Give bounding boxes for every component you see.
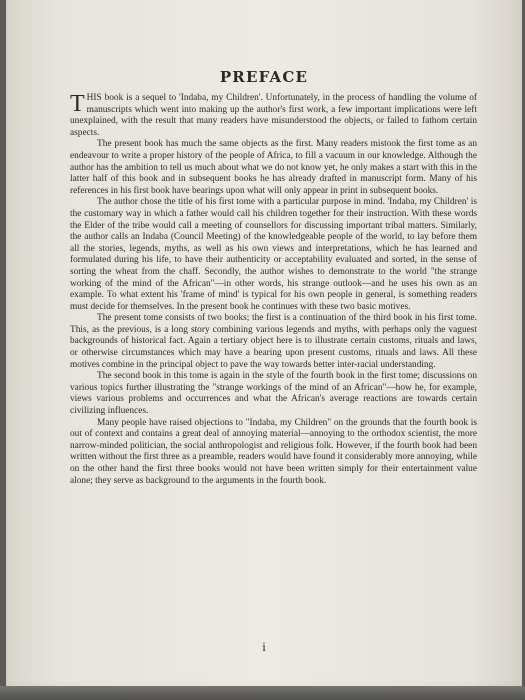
book-page: [6, 0, 522, 700]
paragraph-1: [70, 93, 477, 139]
paragraph-1-text: HIS book is a sequel to 'Indaba, my Children'. Unfortunately, in the process of handling the volume of manuscripts which went into making up the author's first work, a few important implications were left unexplained, with the result that many readers have misunderstood the objects, or failed to fathom certain aspects.: [70, 93, 477, 138]
paragraph-4: The present tome consists of two books; the first is a continuation of the third book in his first tome. This, as the previous, is a long story combining various legends and myths, with perhaps only the vaguest backgrounds of historical fact. Again a tertiary object here is to illustrate certain customs, rituals and laws, or otherwise circumstances which may have a bearing upon present customs, rituals and laws. All these motives combine in the principal object to pave the way towards better inter-racial understanding.: [70, 313, 477, 370]
paragraph-6: Many people have raised objections to "Indaba, my Children" on the grounds that the fourth book is out of context and contains a great deal of annoying material—annoying to the orthodox scientist, the more narrow-minded politician, the social anthropologist and religious folk. However, if the fourth book had been written without the first three as a preamble, readers would have found it considerably more annoying, while on the other hand the first three books would not have been written simply for their entertainment value alone; they serve as background to the arguments in the fourth book.: [70, 417, 477, 486]
page-title: PREFACE: [219, 68, 309, 86]
paragraph-3: The author chose the title of his first tome with a particular purpose in mind. 'Indaba, my Children' is the customary way in which a father would call his children together for their instruction. With these words the Elder of the tribe would call a meeting of counsellors for discussing important tribal matters. Similarly, the author calls an Indaba (Council Meeting) of the knowledgeable people of the world, to lay before them all the stories, legends, myths, as well as his own views and interpretations, which he has learned and formulated during his life, to have their authenticity or acceptability evaluated and sorted, in the sense of sorting the wheat from the chaff. Secondly, the author wishes to demonstrate to the world "the strange working of the mind of the African"—in other words, his strange outlook—and he uses his own as an example. To what extent his 'frame of mind' is typical for his own people in general, is something readers must decide for themselves. In the present book he continues with these two basic motives.: [70, 197, 477, 312]
page-number: i: [262, 639, 266, 654]
preface-text: [70, 93, 477, 487]
page-bottom-edge: [0, 686, 525, 700]
paragraph-5: The second book in this tome is again in the style of the fourth book in the first tome; discussions on various topics further illustrating the "strange workings of the mind of an African"—how he, for example, views various problems and occurrences and what the African's average reactions are towards certain civilizing influences.: [70, 371, 477, 417]
drop-cap: T: [70, 91, 85, 117]
paragraph-2: The present book has much the same objects as the first. Many readers mistook the first tome as an endeavour to write a proper history of the people of Africa, to fill a vacuum in our knowledge. Although the author has the ambition to tell us much about what we do not know yet, he only makes a start with this in the latter half of this book and in subsequent books he has already drafted in manuscript form. Many of his references in his first book have bearings upon what will only appear in print in subsequent books.: [70, 139, 477, 196]
